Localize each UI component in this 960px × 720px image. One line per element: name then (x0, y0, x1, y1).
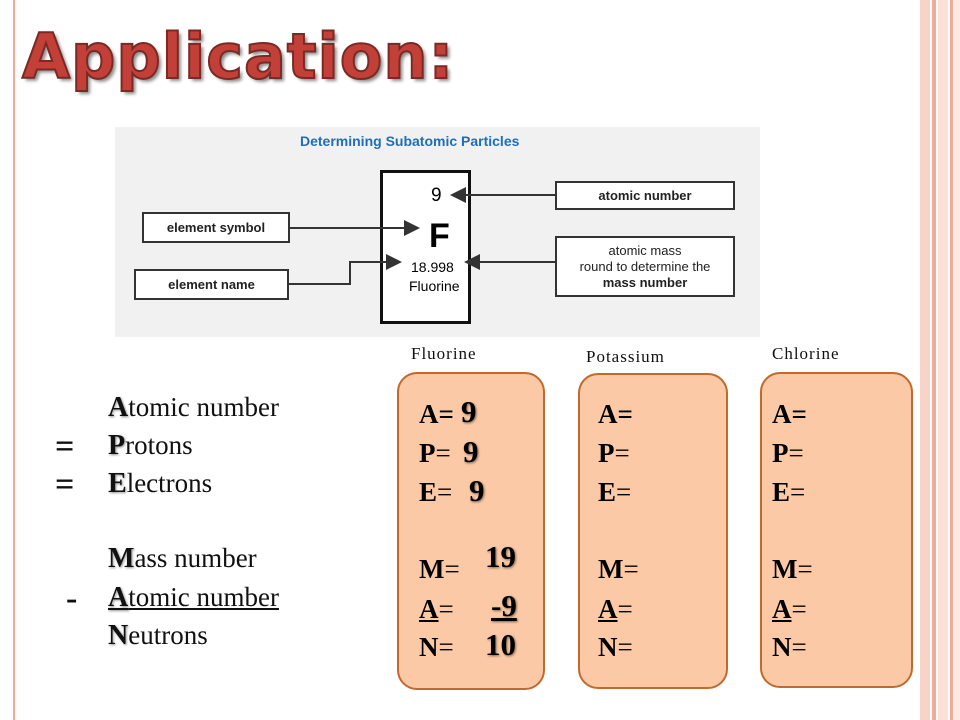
card-fluorine (397, 372, 545, 690)
chlorine-row-N: N= (772, 632, 807, 662)
potassium-row-E: E= (598, 477, 632, 507)
label-mass-line3: mass number (602, 275, 688, 290)
element-name: Fluorine (409, 278, 460, 294)
legend-atomic-number: Atomic number (108, 392, 279, 423)
diagram-heading: Determining Subatomic Particles (300, 133, 520, 149)
fluorine-value-P: 9 (463, 434, 479, 469)
legend-op-minus: - (66, 580, 78, 617)
legend-op-equals-1: = (55, 428, 75, 465)
chlorine-row-M: M= (772, 554, 813, 584)
legend-protons: Protons (108, 430, 193, 461)
legend-electrons: Electrons (108, 468, 213, 499)
fluorine-row-E: E= (419, 477, 453, 507)
chlorine-row-A: A= (772, 399, 807, 429)
page-title: Application: (22, 20, 455, 93)
legend-atomic-number-2: Atomic number (108, 582, 279, 613)
fluorine-row-M: M= (419, 554, 460, 584)
potassium-row-M: M= (598, 554, 639, 584)
fluorine-value-E: 9 (469, 473, 485, 508)
chlorine-row-E: E= (772, 477, 806, 507)
column-name-chlorine: Chlorine (772, 344, 840, 363)
legend-mass-number: Mass number (108, 543, 257, 574)
legend-neutrons: Neutrons (108, 620, 208, 651)
fluorine-row-N: N= (419, 632, 454, 662)
potassium-row-N: N= (598, 632, 633, 662)
label-element-name: element name (134, 269, 289, 300)
potassium-row-A2: A= (598, 594, 633, 624)
chlorine-row-A2: A= (772, 594, 807, 624)
potassium-row-A: A= (598, 399, 633, 429)
fluorine-value-N: 10 (485, 627, 516, 662)
label-mass-line1: atomic mass (608, 243, 682, 258)
column-name-potassium: Potassium (586, 347, 665, 366)
legend-op-equals-2: = (55, 466, 75, 503)
potassium-row-P: P= (598, 438, 630, 468)
element-symbol: F (429, 217, 450, 255)
column-name-fluorine: Fluorine (411, 344, 477, 363)
arrow-element-name (289, 262, 400, 284)
fluorine-row-A: A= (419, 399, 454, 429)
element-atomic-mass: 18.998 (411, 259, 454, 275)
card-potassium (578, 373, 728, 689)
element-atomic-number: 9 (431, 185, 442, 206)
chlorine-row-P: P= (772, 438, 804, 468)
fluorine-value-M: 19 (485, 539, 516, 574)
fluorine-value-A: 9 (461, 394, 477, 429)
label-element-symbol: element symbol (142, 212, 290, 243)
fluorine-row-P: P= (419, 438, 451, 468)
fluorine-row-A2: A= (419, 594, 454, 624)
label-mass-line2: round to determine the (579, 259, 711, 274)
card-chlorine (760, 372, 913, 688)
label-atomic-number: atomic number (555, 181, 735, 210)
fluorine-value-A2: -9 (491, 588, 517, 623)
